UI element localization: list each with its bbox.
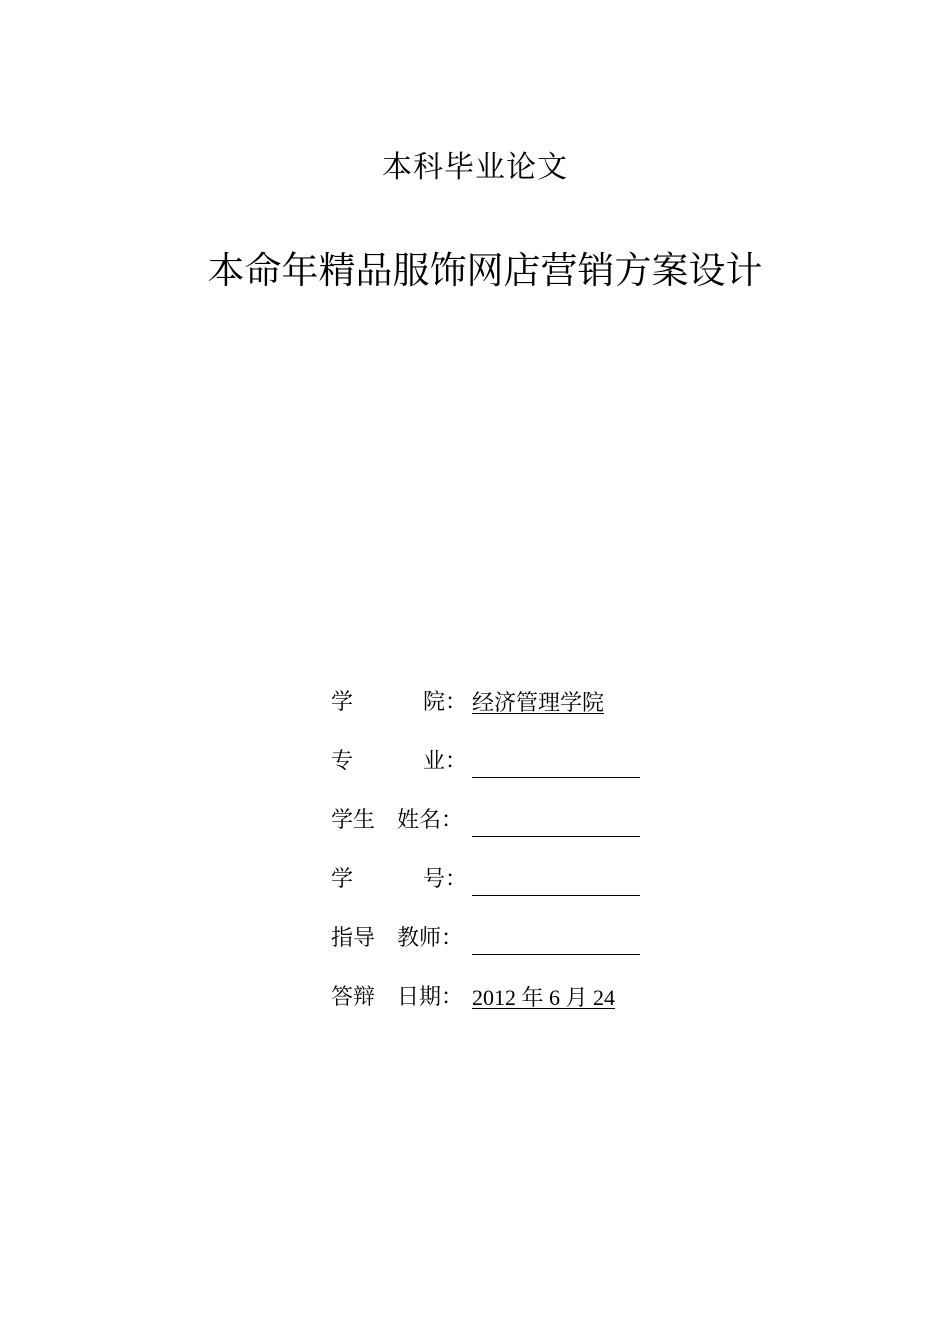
info-row-major [331,743,661,802]
info-row-college [331,684,661,743]
student-name-label-part-1: 学生 [331,808,376,833]
defense-date-label-part-1: 答辩 [331,985,376,1010]
major-label-part-1: 专 [331,749,354,774]
advisor-blank-line [472,954,640,955]
advisor-label [331,924,472,954]
document-type-label: 本科毕业论文 [382,150,568,185]
info-row-student-id [331,861,661,920]
advisor-label-part-2: 教师： [397,926,464,951]
college-value: 经济管理学院 [472,690,605,715]
student-name-label-part-2: 姓名： [397,808,464,833]
college-label [331,688,472,718]
major-blank-line [472,777,640,778]
college-label-part-2: 院： [423,690,468,715]
major-label [331,747,472,777]
student-id-label-part-2: 号： [423,867,468,892]
info-row-student-name [331,802,661,861]
student-id-label-part-1: 学 [331,867,354,892]
student-name-blank-line [472,836,640,837]
cover-info-block [331,684,661,1038]
student-id-blank-line [472,895,640,896]
info-row-advisor [331,920,661,979]
defense-date-value: 2012 年 6 月 24 [472,985,616,1010]
defense-date-label [331,983,472,1013]
college-label-part-1: 学 [331,690,354,715]
student-name-label [331,806,472,836]
defense-date-label-part-2: 日期： [397,985,464,1010]
advisor-label-part-1: 指导 [331,926,376,951]
major-label-part-2: 业： [423,749,468,774]
thesis-title: 本命年精品服饰网店营销方案设计 [207,249,763,292]
info-row-defense-date [331,979,661,1038]
student-id-label [331,865,472,895]
